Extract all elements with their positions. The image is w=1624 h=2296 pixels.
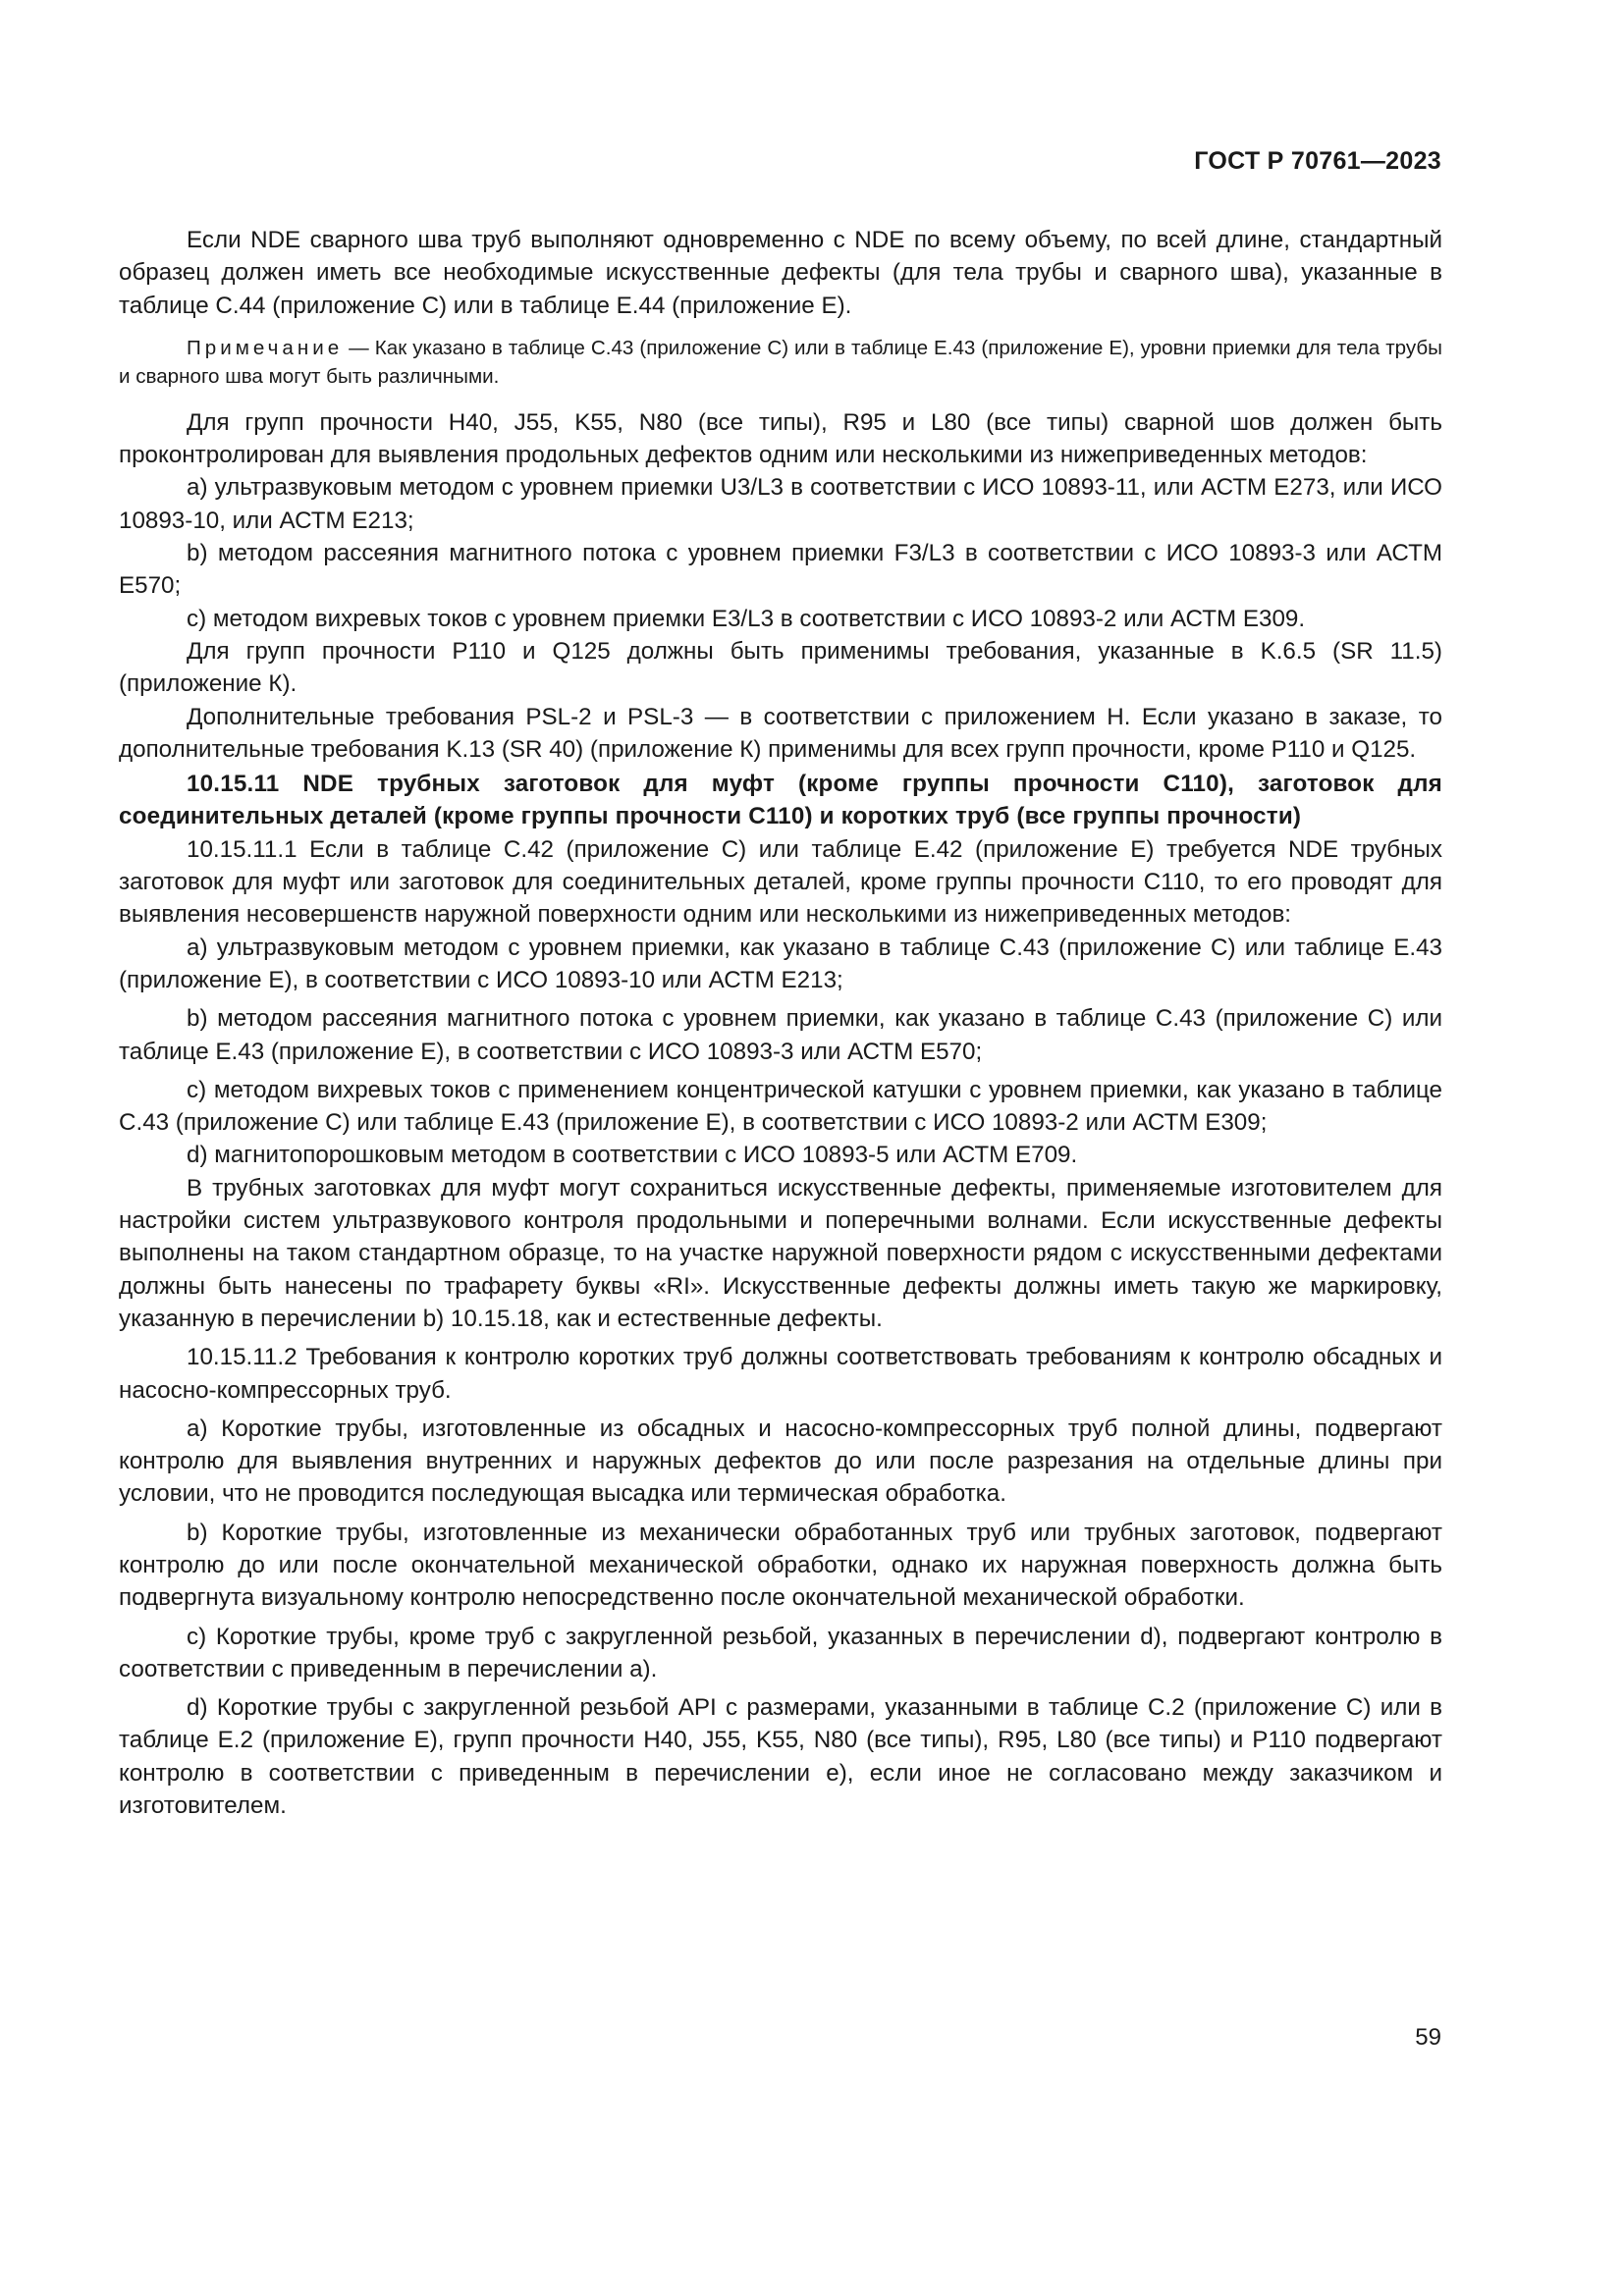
list-item-coupling-flux: b) методом рассеяния магнитного потока с уровнем приемки, как указано в таблице C.43 (приложение С) или таблице E.43 (приложение Е), в соответствии с ИСО 10893-3 или АСТМ Е570; [119,1005,1442,1065]
list-item-pup-joints-machined: b) Короткие трубы, изготовленные из механически обработанных труб или трубных заготовок, подвергают контролю до или после окончательной механической обработки, однако их наружная поверхность должна быть подвергнута визуальному контролю непосредственно после окончательной механической обработки. [119,1519,1442,1612]
note-text: — Как указано в таблице C.43 (приложение С) или в таблице E.43 (приложение Е), уровни приемки для тела трубы и сварного шва могут быть различными. [119,336,1442,388]
list-item-eddy-current: c) методом вихревых токов с уровнем приемки E3/L3 в соответствии с ИСО 10893-2 или АСТМ Е309. [187,605,1306,632]
section-heading-10-15-11: 10.15.11 NDE трубных заготовок для муфт (кроме группы прочности С110), заготовок для соединительных деталей (кроме группы прочности С110) и коротких труб (все группы прочности) [119,771,1442,830]
note-label: Примечание [187,336,344,359]
list-item-coupling-eddy: c) методом вихревых токов с применением концентрической катушки с уровнем приемки, как указано в таблице C.43 (приложение С) или таблице E.43 (приложение Е), в соответствии с ИСО 10893-2 или АСТМ Е309; [119,1076,1442,1137]
paragraph-10-15-11-1: 10.15.11.1 Если в таблице C.42 (приложение С) или таблице E.42 (приложение Е) требуется NDE трубных заготовок для муфт или заготовок для соединительных деталей, кроме группы прочности С110, то его проводят для выявления несовершенств наружной поверхности одним или несколькими из нижеприведенных методов: [119,835,1442,929]
page-number: 59 [1415,2024,1441,2051]
paragraph-psl: Дополнительные требования PSL-2 и PSL-3 — в соответствии с приложением Н. Если указано в заказе, то дополнительные требования K.13 (SR 40) (приложение К) применимы для всех групп прочности, кроме P110 и Q125. [119,703,1442,763]
note [119,334,1442,391]
list-item-ultrasonic: a) ультразвуковым методом с уровнем приемки U3/L3 в соответствии с ИСО 10893-11, или АСТМ Е273, или ИСО 10893-10, или АСТМ Е213; [119,474,1442,534]
list-item-coupling-ultrasonic: a) ультразвуковым методом с уровнем приемки, как указано в таблице C.43 (приложение С) или таблице E.43 (приложение Е), в соответствии с ИСО 10893-10 или АСТМ Е213; [119,934,1442,993]
paragraph-artificial-defects: В трубных заготовках для муфт могут сохраниться искусственные дефекты, применяемые изготовителем для настройки систем ультразвукового контроля продольными и поперечными волнами. Если искусственные дефекты выполнены на таком стандартном образце, то на участке наружной поверхности рядом с искусственными дефектами должны быть нанесены по трафарету буквы «RI». Искусственные дефекты должны иметь такую же маркировку, указанную в перечислении b) 10.15.18, как и естественные дефекты. [119,1174,1442,1332]
list-item-pup-joints-non-round: c) Короткие трубы, кроме труб с закругленной резьбой, указанных в перечислении d), подвергают контролю в соответствии с приведенным в перечислении а). [119,1623,1442,1682]
list-item-pup-joints-full-length: a) Короткие трубы, изготовленные из обсадных и насосно-компрессорных труб полной длины, подвергают контролю для выявления внутренних и наружных дефектов до или после разрезания на отдельные длины при условии, что не проводится последующая высадка или термическая обработка. [119,1415,1442,1508]
list-item-pup-joints-round-thread: d) Короткие трубы с закругленной резьбой API с размерами, указанными в таблице C.2 (приложение С) или в таблице E.2 (приложение Е), групп прочности H40, J55, K55, N80 (все типы), R95, L80 (все типы) и P110 подвергают контролю в соответствии с приведенным в перечислении е), если иное не согласовано между заказчиком и изготовителем. [119,1694,1442,1820]
list-item-coupling-magnetic-particle: d) магнитопорошковым методом в соответствии с ИСО 10893-5 или АСТМ Е709. [187,1142,1078,1169]
list-item-flux-leakage: b) методом рассеяния магнитного потока с уровнем приемки F3/L3 в соответствии с ИСО 10893-3 или АСТМ Е570; [119,540,1442,600]
paragraph-weld-methods: Для групп прочности H40, J55, K55, N80 (все типы), R95 и L80 (все типы) сварной шов должен быть проконтролирован для выявления продольных дефектов одним или несколькими из нижеприведенных методов: [119,408,1442,469]
paragraph-10-15-11-2: 10.15.11.2 Требования к контролю коротких труб должны соответствовать требованиям к контролю обсадных и насосно-компрессорных труб. [119,1344,1442,1404]
page-body [119,224,1442,1822]
paragraph-p110-q125: Для групп прочности P110 и Q125 должны быть применимы требования, указанные в K.6.5 (SR 11.5) (приложение К). [119,637,1442,698]
paragraph-weld-nde: Если NDE сварного шва труб выполняют одновременно с NDE по всему объему, по всей длине, стандартный образец должен иметь все необходимые искусственные дефекты (для тела трубы и сварного шва), указанные в таблице C.44 (приложение С) или в таблице E.44 (приложение Е). [119,227,1442,319]
standard-designation: ГОСТ Р 70761—2023 [1194,147,1441,175]
